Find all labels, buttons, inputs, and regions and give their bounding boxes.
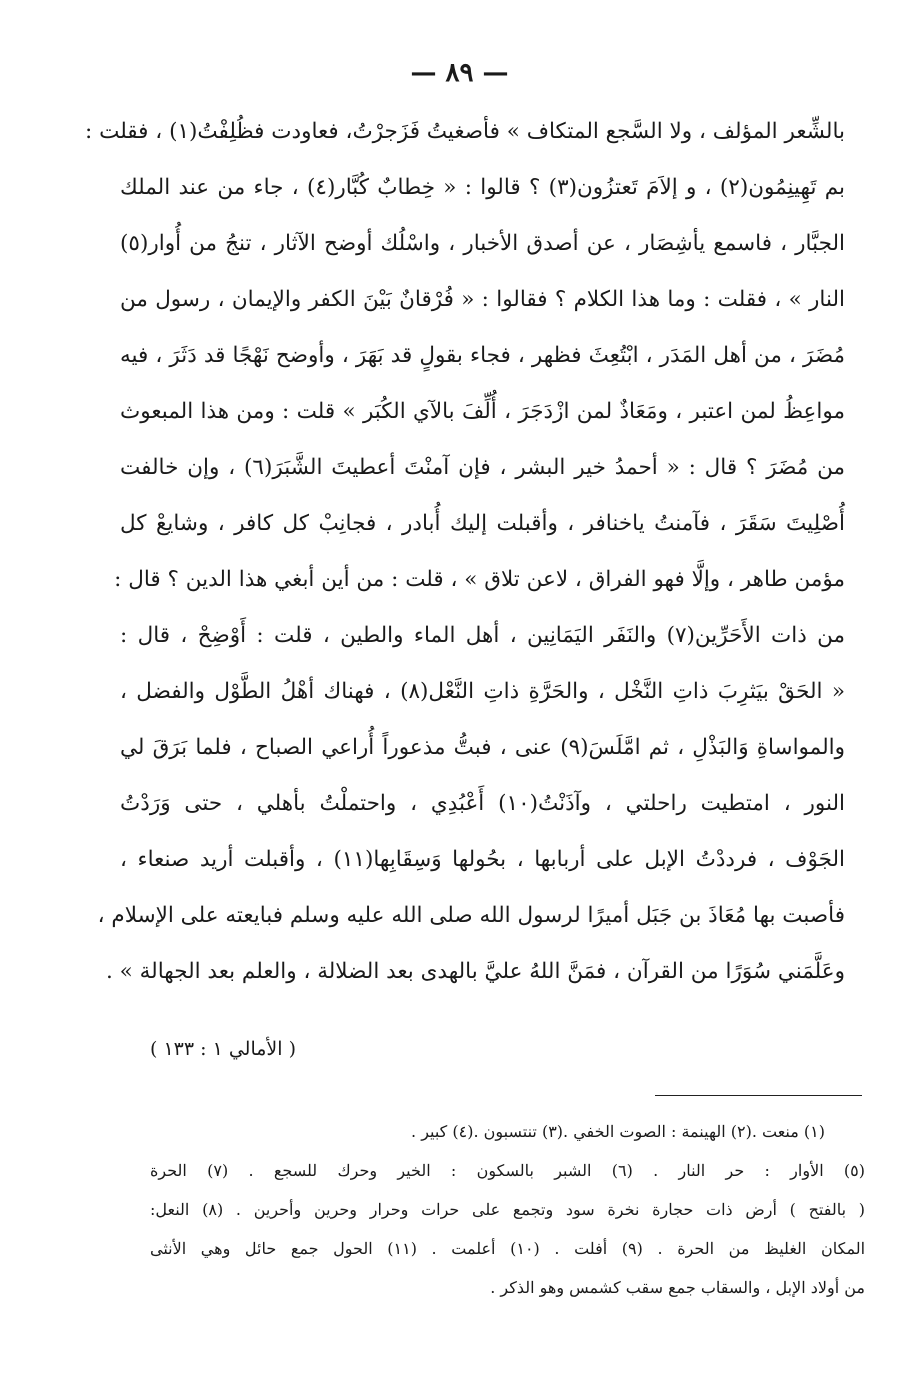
main-text <box>85 104 846 1000</box>
text-line: مُضَرَ ، من أهل المَدَر ، ابْتُعِثَ فظهر ، فجاء بقولٍ قد بَهَرَ ، وأوضح نَهْجًا قد دَثَرَ ، فيه <box>120 343 845 368</box>
footnote-row: (٥) الأوار : حر النار . (٦) الشبر بالسكون : الخير وحرك للسجع . (٧) الحرة <box>150 1161 866 1180</box>
text-line: مؤمن طاهر ، وإلَّا فهو الفراق ، لاعن تلاق » ، قلت : من أين أبغي هذا الدين ؟ قال : <box>114 567 845 592</box>
footnote-row: المكان الغليظ من الحرة . (٩) أفلت . (١٠) أعلمت . (١١) الحول جمع حائل وهي الأنثى <box>150 1239 866 1258</box>
footnote-row: ( بالفتح ) أرض ذات حجارة نخرة سود وتجمع على حرات وحرار وحرين وأحرين . (٨) النعل: <box>150 1200 866 1219</box>
text-line-last: وعَلَّمَني سُوَرًا من القرآن ، فمَنَّ اللهُ عليَّ بالهدى بعد الضلالة ، والعلم بعد الجهالة » . <box>106 959 845 984</box>
footnote-4: (٤) كبير . <box>411 1122 474 1141</box>
text-line: فأصبت بها مُعَاذَ بن جَبَل أميرًا لرسول الله صلى الله عليه وسلم فبايعته على الإسلام ، <box>97 903 845 928</box>
text-line: « الحَقْ بيَثرِبَ ذاتِ النَّخْل ، والحَرَّةِ ذاتِ النَّعْل(٨) ، فهناك أهْلُ الطَّوْل والفضل ، <box>120 679 845 704</box>
text-line: النور ، امتطيت راحلتي ، وآذَنْتُ(١٠) أَعْبُدِي ، واحتملْتُ بأهلي ، حتى وَرَدْتُ <box>120 791 845 816</box>
footnotes <box>150 1112 865 1307</box>
footnote-2: (٢) الهينمة : الصوت الخفي . <box>563 1122 752 1141</box>
footnote-1: (١) منعت . <box>751 1122 825 1141</box>
source-citation: ( الأمالي ١ : ١٣٣ ) <box>150 1038 296 1060</box>
text-line: الجبَّار ، فاسمع يأشِصَار ، عن أصدق الأخبار ، واسْلُك أوضح الآثار ، تنجُ من أُوار(٥) <box>120 231 845 256</box>
footnote-row <box>150 1112 865 1151</box>
footnote-3: (٣) تنتسبون . <box>473 1122 564 1141</box>
text-line: بالشِّعر المؤلف ، ولا السَّجع المتكاف » فأصغيتُ فَزَجرْتُ، فعاودت فظُلِفْتُ(١) ، فقلت : <box>85 119 845 144</box>
text-line: من ذات الأَحَرِّين(٧) والنَفَر اليَمَانِين ، أهل الماء والطين ، قلت : أَوْضِحْ ، قال : <box>120 623 846 648</box>
footnote-divider <box>655 1095 862 1096</box>
text-line: والمواساةِ وَالبَذْلِ ، ثم امَّلَسَ(٩) عنى ، فبتُّ مذعوراً أُراعي الصباح ، فلما بَرَقَ لي <box>120 735 845 760</box>
text-line: مواعِظُ لمن اعتبر ، ومَعَاذٌ لمن ازْدَجَرَ ، أُلِّفَ بالآي الكُبَر » قلت : ومن هذا المبعوث <box>120 399 845 424</box>
footnote-row: من أولاد الإبل ، والسقاب جمع سقب كشمس وهو الذكر . <box>490 1278 865 1297</box>
text-line: النار » ، فقلت : وما هذا الكلام ؟ فقالوا : « فُرْقانٌ بَيْنَ الكفر والإيمان ، رسول من <box>120 287 845 312</box>
text-line: الجَوْف ، فرددْتُ الإبل على أربابها ، بحُولها وَسِقَابِها(١١) ، وأقبلت أريد صنعاء ، <box>120 847 845 872</box>
text-line: أُصْلِيتَ سَقَرَ ، فآمنتُ ياخنافر ، وأقبلت إليك أُبادر ، فجانِبْ كل كافر ، وشايعْ كل <box>120 511 845 536</box>
text-line: من مُضَرَ ؟ قال : « أحمدُ خير البشر ، فإن آمنْتَ أعطيتَ الشَّبَرَ(٦) ، وإن خالفت <box>120 455 845 480</box>
text-line: بم تَهِينِمُون(٢) ، و إلاَمَ تَعتزُون(٣) ؟ قالوا : « خِطابٌ كُبَّار(٤) ، جاء من عند الملك <box>120 175 846 200</box>
page-number: — ٨٩ — <box>410 58 509 88</box>
